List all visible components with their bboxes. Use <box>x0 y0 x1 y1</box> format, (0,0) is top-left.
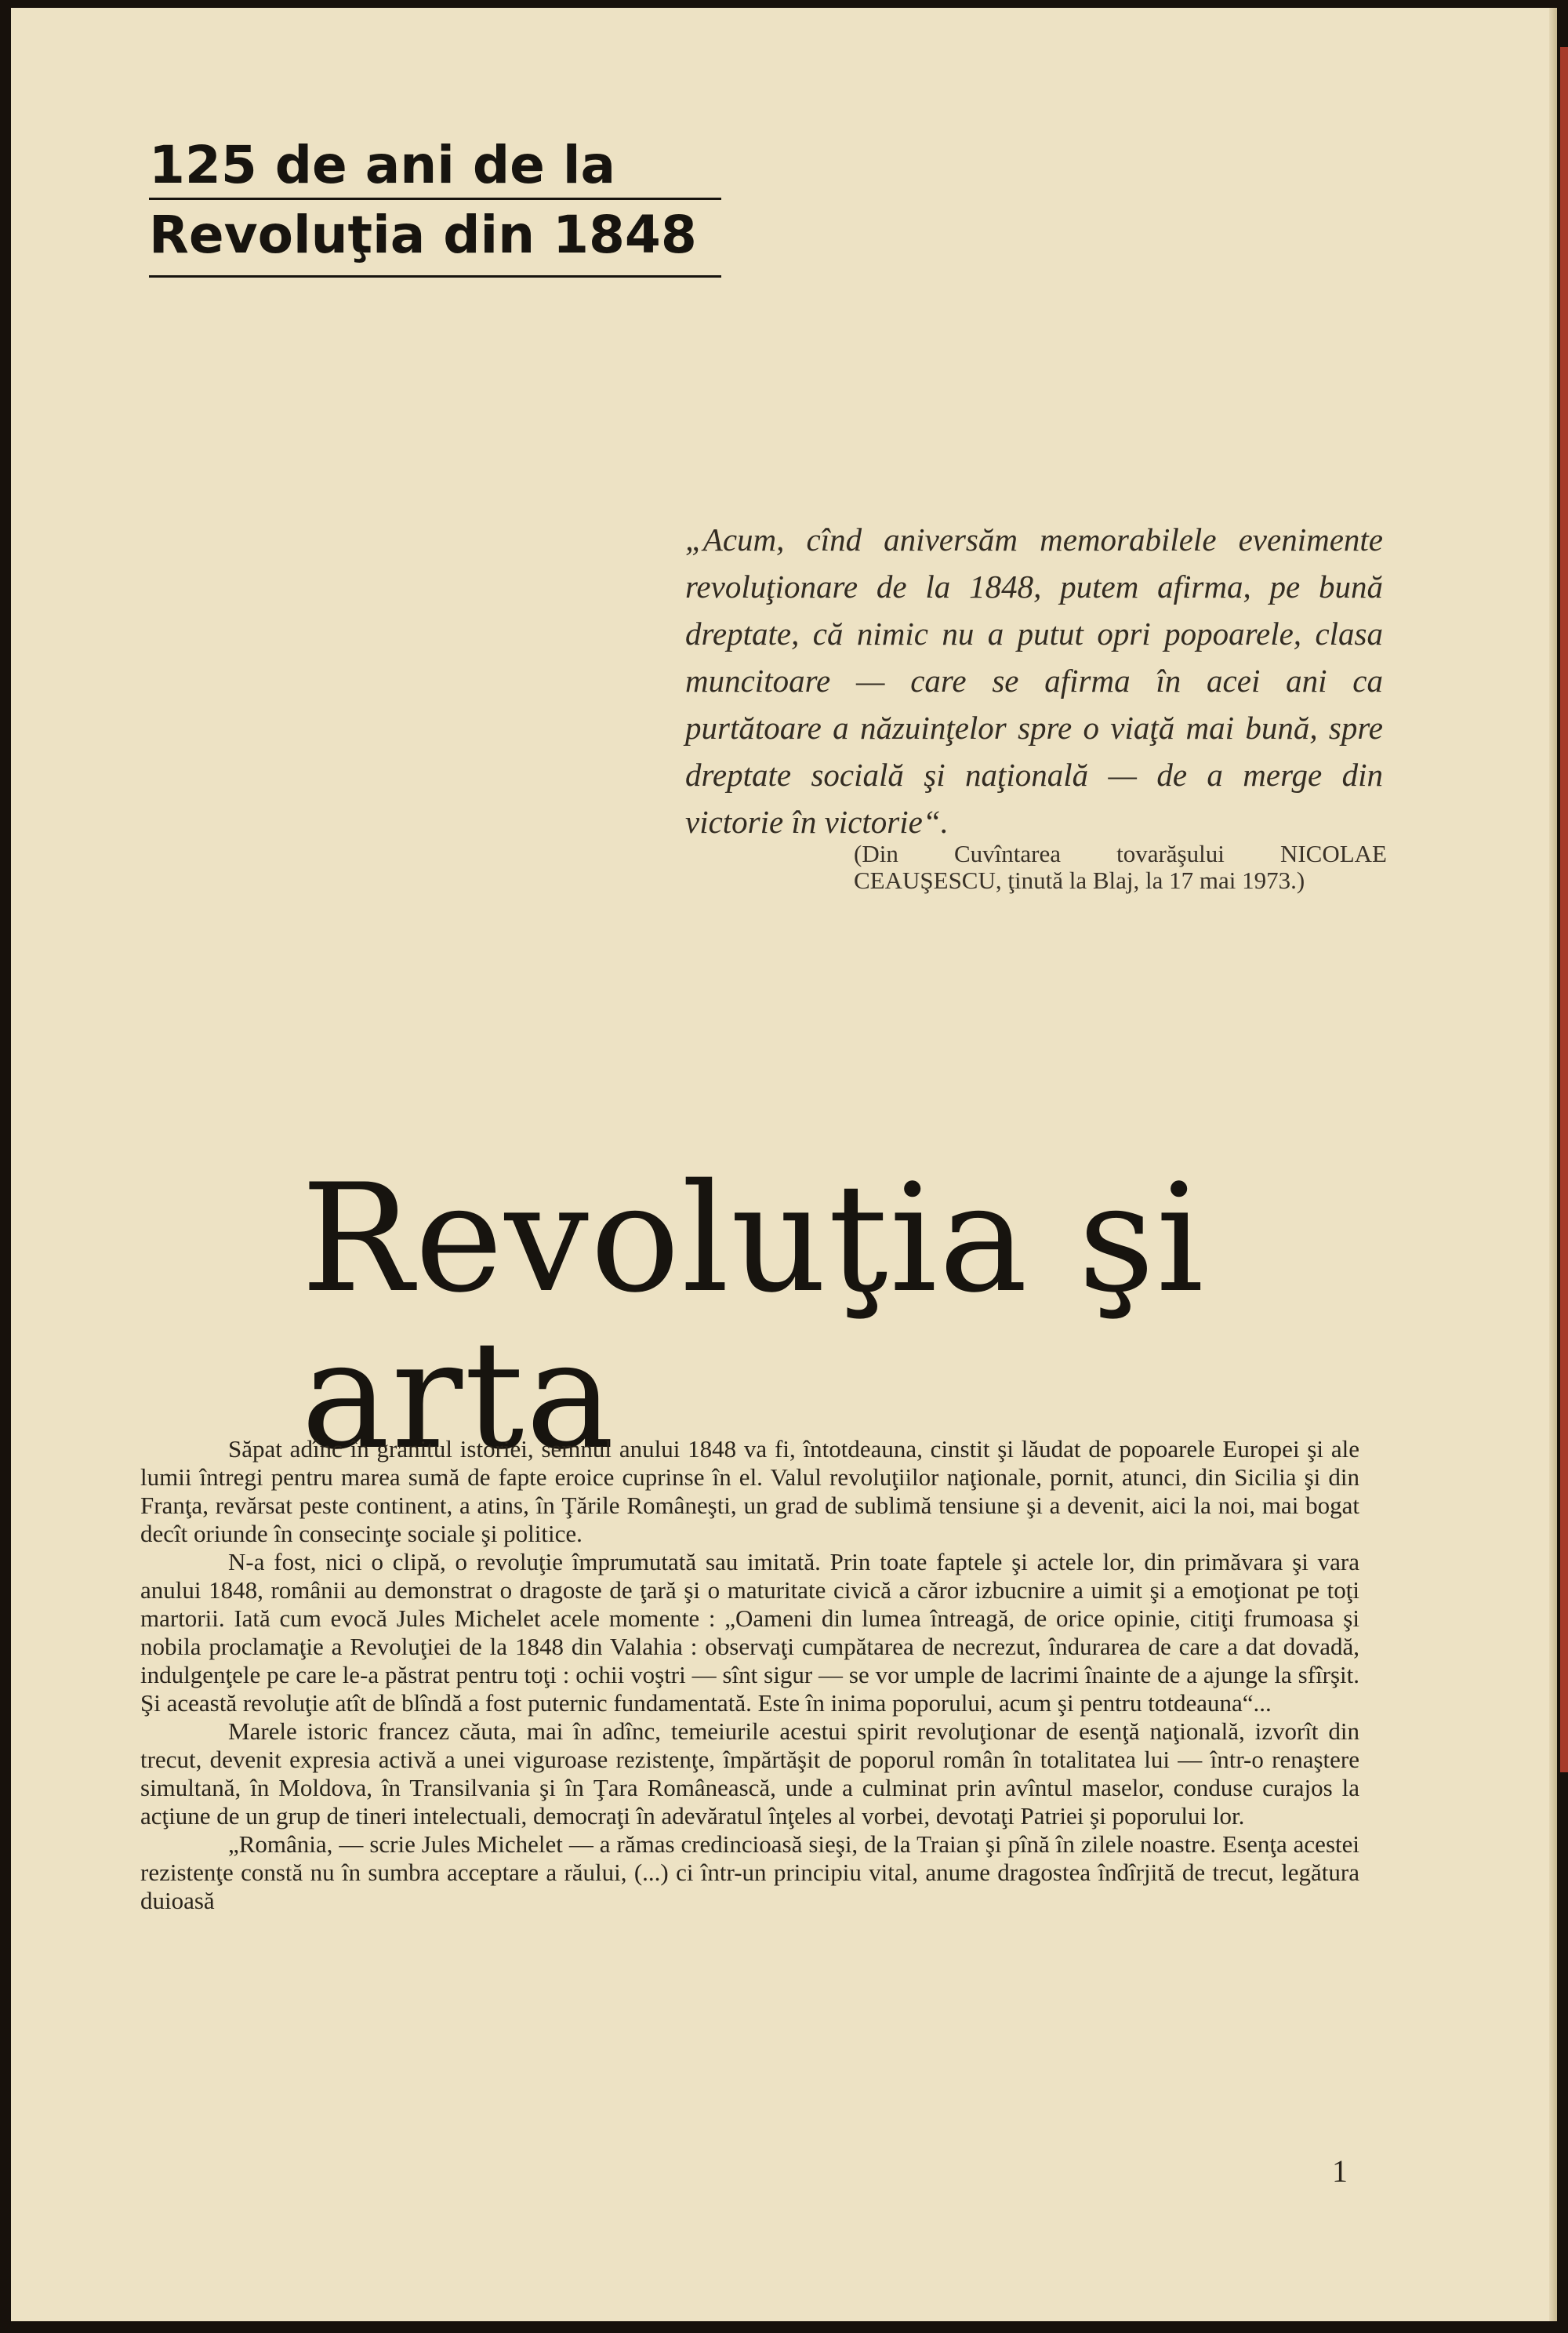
heading-line-1: 125 de ani de la <box>149 135 615 195</box>
heading-line-2: Revoluţia din 1848 <box>149 198 721 278</box>
book-page <box>11 8 1557 2321</box>
anniversary-heading <box>149 133 745 278</box>
paragraph: „România, — scrie Jules Michelet — a rămas credincioasă sieşi, de la Traian şi pînă în zilele noastre. Esenţa acestei rezistenţe constă nu în sumbra acceptare a răului, (...) ci într-un principiu vital, anume dragostea îndîrjită de trecut, legătura duioasă <box>140 1830 1359 1914</box>
page-number: 1 <box>1332 2153 1348 2189</box>
epigraph-quote: „Acum, cînd aniversăm memorabilele evenimente revoluţionare de la 1848, putem afirma, pe bună dreptate, că nimic nu a putut opri popoarele, clasa muncitoare — care se afirma în acei ani ca purtătoare a năzuinţelor spre o viaţă mai bună, spre dreptate socială şi naţională — de a merge din victorie în victorie“. <box>685 521 1383 840</box>
paragraph: Săpat adînc în granitul istoriei, semnul anului 1848 va fi, întotdeauna, cinstit şi lăudat de popoarele Europei şi ale lumii întregi pentru marea sumă de fapte eroice cuprinse în el. Valul revoluţiilor naţionale, pornit, atunci, din Sicilia şi din Franţa, revărsat peste continent, a atins, în Ţările Româneşti, un grad de sublimă tensiune şi a devenit, aici la noi, mai bogat decît oriunde în consecinţe sociale şi politice. <box>140 1435 1359 1547</box>
binding-red-strip <box>1560 47 1568 1772</box>
paragraph: Marele istoric francez căuta, mai în adînc, temeiurile acestui spirit revoluţionar de esenţă naţională, izvorît din trecut, devenit expresia activă a unei viguroase rezistenţe, împărtăşit de poporul român în totalitatea lui — într-o renaştere simultană, în Moldova, în Transilvania şi în Ţara Românească, unde a culminat prin avîntul maselor, conduse curajos la acţiune de un grup de tineri intelectuali, democraţi în adevăratul înţeles al vorbei, devotaţi Patriei şi poporului lor. <box>140 1717 1359 1830</box>
paragraph: N-a fost, nici o clipă, o revoluţie împrumutată sau imitată. Prin toate faptele şi actele lor, din primăvara şi vara anului 1848, românii au demonstrat o dragoste de ţară şi o maturitate civică a căror izbucnire a uimit şi a emoţionat pe toţi martorii. Iată cum evocă Jules Michelet acele momente : „Oameni din lumea întreagă, de orice opinie, citiţi frumoasa şi nobila proclamaţie a Revoluţiei de la 1848 din Valahia : observaţi cumpătarea de necrezut, îndurarea de care a dat dovadă, indulgenţele pe care le-a păstrat pentru toţi : ochii voştri — sînt sigur — se vor umple de lacrimi înainte de a ajunge la sfîrşit. Şi această revoluţie atît de blîndă a fost puternic fundamentată. Este în inima poporului, acum şi pentru totdeauna“... <box>140 1548 1359 1717</box>
page-edge <box>1549 8 1557 2321</box>
article-title: Revoluţia şi arta <box>301 1152 1206 1482</box>
epigraph-source: (Din Cuvîntarea tovarăşului NICOLAE CEAUŞESCU, ţinută la Blaj, la 17 mai 1973.) <box>854 840 1387 894</box>
article-body <box>140 1435 1359 1915</box>
